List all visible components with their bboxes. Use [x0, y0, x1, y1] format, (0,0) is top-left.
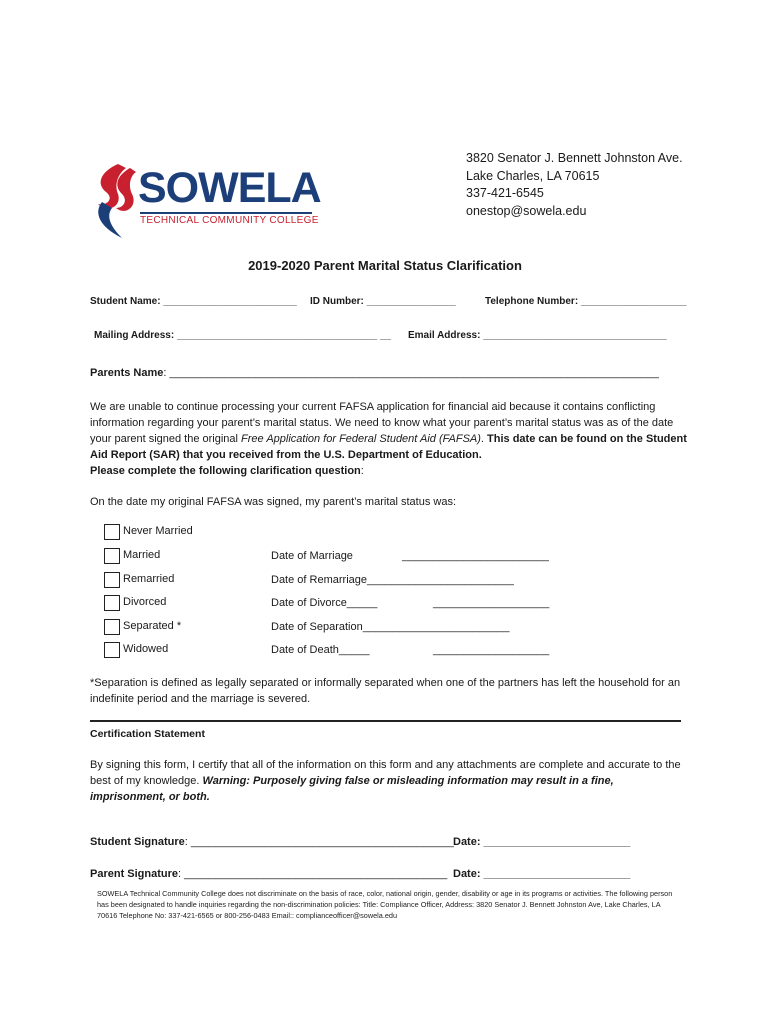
- date-of-divorce-line[interactable]: ___________________: [433, 597, 550, 609]
- option-label: Widowed: [123, 643, 169, 655]
- separation-note: *Separation is defined as legally separated or informally separated when one of the partners has left the household for an indefinite period and the marriage is severed.: [90, 677, 681, 705]
- contact-email: onestop@sowela.edu: [466, 203, 587, 218]
- section-divider: [90, 720, 681, 722]
- parent-signature-field[interactable]: [90, 868, 447, 880]
- certification-heading: Certification Statement: [90, 728, 205, 740]
- phone-number: 337-421-6545: [466, 186, 544, 200]
- prompt-colon: :: [360, 465, 364, 477]
- id-number-field[interactable]: ID Number: ________________: [310, 296, 456, 307]
- option-label: Remarried: [123, 573, 175, 585]
- student-date-field[interactable]: Date: ________________________: [453, 836, 631, 848]
- checkbox-never-married[interactable]: [104, 524, 120, 540]
- date-of-separation-field[interactable]: Date of Separation________________________: [271, 621, 510, 633]
- address-line2: Lake Charles, LA 70615: [466, 168, 600, 183]
- option-label: Never Married: [123, 525, 193, 537]
- checkbox-married[interactable]: [104, 548, 120, 564]
- parents-name-line[interactable]: : ________________________________________________________________________________: [163, 367, 659, 379]
- checkbox-separated[interactable]: [104, 619, 120, 635]
- instructions-sep: .: [480, 433, 488, 445]
- date-of-marriage-label: Date of Marriage: [271, 550, 353, 562]
- logo-divider: [140, 212, 312, 214]
- parent-date-field[interactable]: Date: ________________________: [453, 868, 631, 880]
- student-name-field[interactable]: Student Name: ________________________: [90, 296, 297, 307]
- certification-text: [90, 757, 690, 805]
- option-label: Separated *: [123, 620, 182, 632]
- student-signature-label: Student Signature: [90, 836, 185, 848]
- fafsa-name: Free Application for Federal Student Aid (FAFSA): [241, 433, 481, 445]
- instructions-paragraph: [90, 399, 690, 479]
- parents-name-label: Parents Name: [90, 367, 164, 379]
- parents-name-field[interactable]: [90, 367, 659, 379]
- checkbox-widowed[interactable]: [104, 642, 120, 658]
- certification-warning: Warning: Purposely giving false or misleading information may result in a fine, imprisonment, or both.: [90, 775, 614, 803]
- clarification-prompt: Please complete the following clarification question: [90, 465, 361, 477]
- checkbox-remarried[interactable]: [104, 572, 120, 588]
- flame-logo-icon: [88, 162, 140, 240]
- parent-signature-line[interactable]: : ___________________________________________: [178, 868, 448, 880]
- telephone-field[interactable]: Telephone Number: ___________________: [485, 296, 687, 307]
- college-logo: [88, 162, 323, 240]
- date-of-divorce-field[interactable]: Date of Divorce_____: [271, 597, 378, 609]
- logo-wordmark: SOWELA: [138, 164, 321, 212]
- option-label: Divorced: [123, 596, 167, 608]
- address-line1: 3820 Senator J. Bennett Johnston Ave.: [466, 151, 683, 165]
- checkbox-divorced[interactable]: [104, 595, 120, 611]
- marital-question: On the date my original FAFSA was signed, my parent’s marital status was:: [90, 496, 457, 508]
- email-address-field[interactable]: Email Address: _________________________________: [408, 330, 667, 341]
- mailing-address-field[interactable]: Mailing Address: ____________________________________ __: [94, 330, 392, 341]
- sar-note: This date can be found on the Student Aid Report (SAR) that you received from the U.S. Department of Education.: [90, 433, 687, 461]
- address-block: [466, 150, 683, 220]
- nondiscrimination-footer: SOWELA Technical Community College does not discriminate on the basis of race, color, national origin, gender, disability or age in its programs or activities. The following person has been designated to handle inquiries regarding the non-discrimination policies: Title: Compliance Officer, Address: 3820 Senator J. Bennett Johnston Ave, Lake Charles, LA 70616 Telephone No: 337-421-6565 or 800-256-0483 Email:: complianceofficer@sowela.edu: [97, 889, 673, 920]
- date-of-death-field[interactable]: Date of Death_____: [271, 644, 370, 656]
- logo-subtitle: TECHNICAL COMMUNITY COLLEGE: [140, 215, 319, 226]
- date-of-marriage-field[interactable]: ________________________: [402, 550, 549, 562]
- form-title: 2019-2020 Parent Marital Status Clarification: [248, 258, 522, 273]
- student-signature-line[interactable]: : ___________________________________________: [184, 836, 454, 848]
- date-of-death-line[interactable]: ___________________: [433, 644, 550, 656]
- date-of-remarriage-field[interactable]: Date of Remarriage________________________: [271, 574, 514, 586]
- option-label: Married: [123, 549, 161, 561]
- certification-body: By signing this form, I certify that all of the information on this form and any attachments are complete and accurate to the best of my knowledge.: [90, 759, 681, 787]
- instructions-text: We are unable to continue processing your current FAFSA application for financial aid because it contains conflicting information regarding your parent’s marital status. We need to know what your parent’s marital status was as of the date your parent signed the original: [90, 401, 674, 445]
- parent-signature-label: Parent Signature: [90, 868, 179, 880]
- student-signature-field[interactable]: [90, 836, 454, 848]
